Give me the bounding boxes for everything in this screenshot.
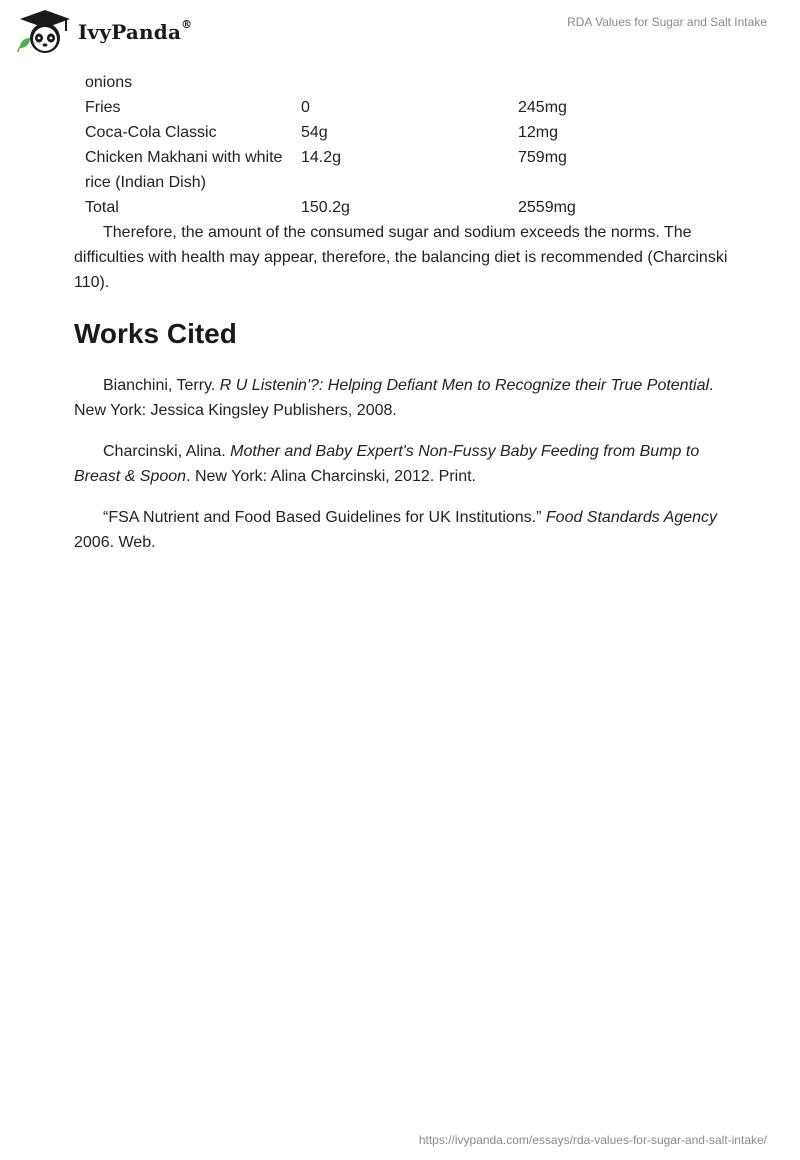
table-row: [74, 120, 724, 145]
citation-title: R U Listenin'?: Helping Defiant Men to Recognize their True Potential: [219, 377, 710, 394]
ivypanda-logo[interactable]: [14, 8, 194, 56]
table-cell-sodium: 245mg: [518, 99, 567, 116]
table-row: [74, 95, 724, 120]
table-cell-sugar: 150.2g: [301, 199, 350, 216]
body-paragraph: Therefore, the amount of the consumed sugar and sodium exceeds the norms. The difficulties with health may appear, therefore, the balancing diet is recommended (Charcinski 110).: [74, 224, 728, 291]
table-cell-item: Chicken Makhani with white rice (Indian Dish): [85, 149, 283, 191]
table-cell-item: Coca-Cola Classic: [85, 124, 217, 141]
table-cell-item: Total: [85, 199, 119, 216]
table-cell-sugar: 14.2g: [301, 149, 342, 166]
nutrition-table: [74, 70, 724, 220]
panda-graduation-icon: [14, 8, 76, 56]
table-row: [74, 145, 724, 195]
table-cell-sodium: [507, 70, 724, 95]
works-cited-heading: Works Cited: [74, 318, 237, 349]
table-cell-sodium: 759mg: [518, 149, 567, 166]
citation-entry: “FSA Nutrient and Food Based Guidelines for UK Institutions.” Food Standards Agency 2006. Web.: [74, 509, 717, 551]
table-cell-sodium: 12mg: [518, 124, 559, 141]
document-title: RDA Values for Sugar and Salt Intake: [567, 15, 767, 29]
table-row-total: [74, 195, 724, 220]
table-cell-sugar: 0: [301, 99, 310, 116]
table-cell-sugar: 54g: [301, 124, 328, 141]
source-url-link[interactable]: https://ivypanda.com/essays/rda-values-for-sugar-and-salt-intake/: [418, 1133, 767, 1147]
brand-name: IvyPanda®: [78, 18, 193, 44]
citation-entry: Charcinski, Alina. Mother and Baby Expert's Non-Fussy Baby Feeding from Bump to Breast & Spoon. New York: Alina Charcinski, 2012. Print.: [74, 443, 700, 485]
page-header: [0, 0, 800, 60]
document-body: [74, 70, 729, 571]
citation-title: Mother and Baby Expert's Non-Fussy Baby Feeding from Bump to Breast & Spoon: [74, 443, 700, 485]
table-cell-sodium: 2559mg: [518, 199, 576, 216]
table-row: [74, 70, 724, 95]
citation-title: Food Standards Agency: [545, 509, 717, 526]
citation-entry: Bianchini, Terry. R U Listenin'?: Helping Defiant Men to Recognize their True Potential. New York: Jessica Kingsley Publishers, 2008.: [74, 377, 714, 419]
table-cell-item: Fries: [85, 99, 121, 116]
table-cell-sugar: [290, 70, 507, 95]
table-cell-item: onions: [85, 74, 133, 91]
